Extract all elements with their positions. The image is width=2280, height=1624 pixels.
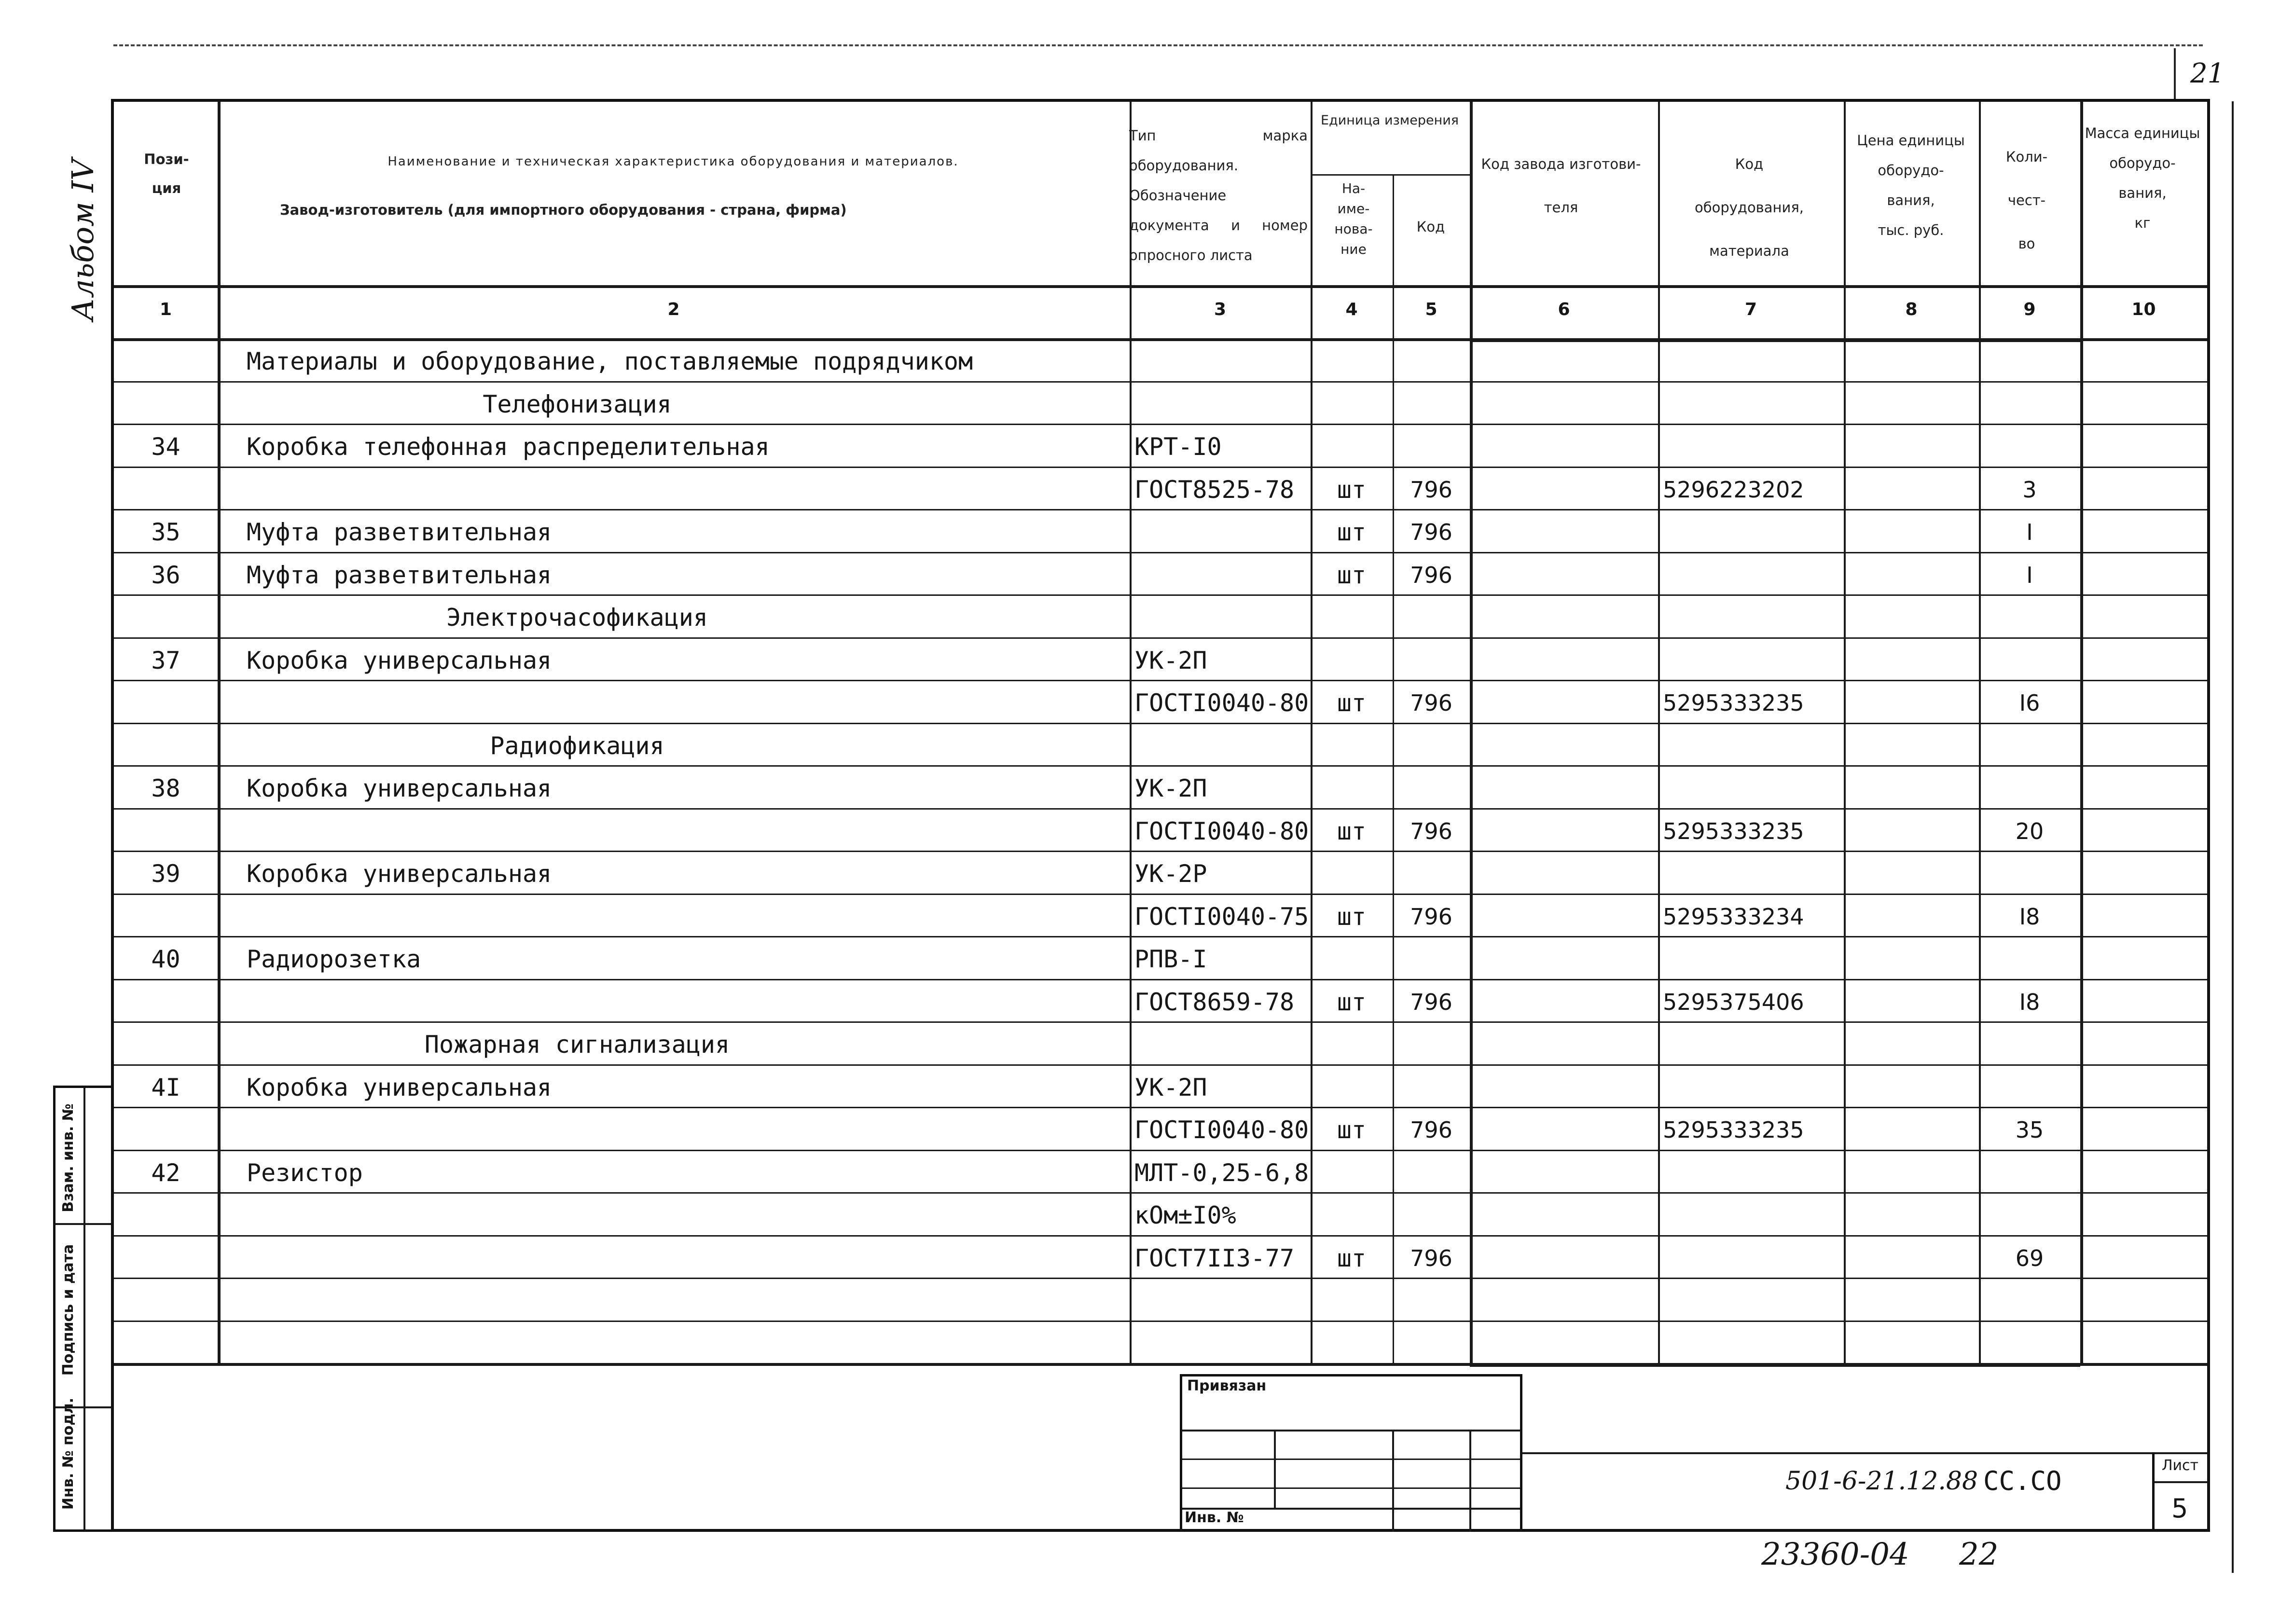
cell-mat: 5296223202 [1663, 476, 1804, 503]
cell-type: УК-2П [1134, 646, 1207, 674]
cell-mat: 5295333235 [1663, 690, 1804, 716]
row-line [114, 424, 2207, 425]
col-divider [1470, 102, 1473, 1363]
cell-code: 796 [1410, 562, 1452, 588]
cell-type: ГОСТI0040-75 [1134, 902, 1309, 931]
hdr-mass: Масса единицы оборудо- вания, кг [2085, 125, 2200, 231]
row-line [114, 1107, 2207, 1108]
col-number: 4 [1345, 300, 1358, 319]
row-line [114, 808, 2207, 810]
cell-name: Резистор [247, 1158, 363, 1187]
cell-qty: 35 [2015, 1117, 2044, 1143]
right-edge-line [2232, 101, 2234, 1573]
cell-pos: 38 [151, 774, 180, 802]
cell-type: МЛТ-0,25-6,8 [1134, 1158, 1309, 1187]
row-line [114, 1064, 2207, 1066]
col-number: 6 [1558, 300, 1570, 319]
col-divider [1844, 102, 1846, 1363]
cell-unit: шт [1337, 817, 1367, 845]
cell-unit: шт [1337, 1116, 1367, 1144]
side-label-sign: Подпись и дата [60, 1244, 77, 1376]
row-line [114, 552, 2207, 553]
row-line [114, 680, 2207, 681]
cell-unit: шт [1337, 988, 1367, 1016]
row-line [114, 1278, 2207, 1279]
cell-pos: 39 [151, 860, 180, 888]
unit-subheader-line [1311, 174, 1470, 176]
hdr-pos: Пози- ция [144, 151, 189, 196]
cell-unit: шт [1337, 902, 1367, 931]
cell-pos: 37 [151, 646, 180, 674]
cell-name: Радиорозетка [247, 945, 421, 973]
col-number: 5 [1425, 300, 1437, 319]
cell-type: ГОСТ7II3-77 [1134, 1244, 1295, 1272]
cell-code: 796 [1410, 818, 1452, 844]
cell-qty: 3 [2022, 476, 2037, 503]
cell-type: КРТ-I0 [1134, 433, 1222, 461]
cell-name: Коробка универсальная [247, 646, 552, 674]
col-number: 2 [667, 300, 680, 319]
cell-name: Пожарная сигнализация [424, 1031, 730, 1059]
col-number: 3 [1214, 300, 1227, 319]
col-number: 10 [2131, 300, 2156, 319]
stamp-block [1180, 1374, 1522, 1532]
col-number: 8 [1905, 300, 1918, 319]
corner-number-box [2174, 48, 2234, 101]
cell-qty: 20 [2015, 818, 2044, 844]
cell-qty: I6 [2019, 690, 2040, 716]
cell-name: Муфта разветвительная [247, 518, 552, 546]
cell-pos: 42 [151, 1158, 180, 1187]
cell-code: 796 [1410, 1245, 1452, 1271]
cell-type: ГОСТ8525-78 [1134, 475, 1295, 504]
cell-unit: шт [1337, 561, 1367, 589]
row-line [114, 594, 2207, 596]
row-line [114, 979, 2207, 980]
cell-type: УК-2П [1134, 774, 1207, 802]
cell-pos: 40 [151, 945, 180, 973]
header-bottom-line [114, 285, 2207, 288]
cell-name: Материалы и оборудование, поставляемые подрядчиком [247, 347, 973, 375]
row-line [114, 765, 2207, 767]
cell-code: 796 [1410, 519, 1452, 545]
cell-code: 796 [1410, 989, 1452, 1015]
cell-mat: 5295375406 [1663, 989, 1804, 1015]
hdr-name-line2: Завод-изготовитель (для импортного оборудования - страна, фирма) [280, 202, 847, 218]
col-divider [1979, 102, 1981, 1363]
cell-code: 796 [1410, 1117, 1452, 1143]
row-line [114, 1021, 2207, 1023]
cell-unit: шт [1337, 689, 1367, 717]
cell-pos: 35 [151, 518, 180, 546]
cell-code: 796 [1410, 476, 1452, 503]
cell-type: ГОСТI0040-80 [1134, 817, 1309, 845]
doc-code: 501-6-21.12.88 [1785, 1467, 1978, 1496]
doc-suffix: СС.СО [1983, 1466, 2062, 1496]
row-line [114, 723, 2207, 724]
bold-box-bottom [1470, 1363, 2080, 1367]
cell-name: Коробка телефонная распределительная [247, 433, 770, 461]
row-line [114, 381, 2207, 383]
row-line [114, 1235, 2207, 1237]
bottom-number: 23360-04 [1761, 1537, 1909, 1572]
side-label-inv: Инв. № подл. [60, 1397, 77, 1510]
row-line [114, 637, 2207, 639]
cell-qty: I [2026, 519, 2033, 545]
hdr-type: Тип марка оборудования. Обозначение документа и номер опросного листа [1129, 127, 1308, 263]
cell-mat: 5295333235 [1663, 1117, 1804, 1143]
row-line [114, 1321, 2207, 1322]
cell-code: 796 [1410, 903, 1452, 930]
corner-number: 21 [2190, 58, 2225, 89]
col-number: 9 [2023, 300, 2036, 319]
cell-unit: шт [1337, 475, 1367, 504]
row-line [114, 1150, 2207, 1151]
cell-type: УК-2Р [1134, 860, 1207, 888]
spec-table [114, 102, 2207, 1363]
cell-qty: I8 [2019, 903, 2040, 930]
hdr-name-line1: Наименование и техническая характеристика оборудования и материалов. [387, 154, 959, 169]
stamp-privyazan: Привязан [1187, 1377, 1267, 1394]
row-line [114, 851, 2207, 852]
cell-type: РПВ-I [1134, 945, 1207, 973]
row-line [114, 894, 2207, 895]
hdr-material-code: Код оборудования, материала [1694, 156, 1804, 259]
cell-type: ГОСТI0040-80 [1134, 689, 1309, 717]
cell-type: УК-2П [1134, 1073, 1207, 1101]
col-number: 7 [1744, 300, 1757, 319]
album-mark: Альбом IV [65, 159, 100, 321]
row-line [114, 1192, 2207, 1194]
side-label-vzam: Взам. инв. № [60, 1103, 77, 1212]
cell-name: Радиофикация [490, 731, 664, 760]
col-divider [1393, 174, 1394, 1363]
cell-name: Муфта разветвительная [247, 561, 552, 589]
hdr-factory-code: Код завода изготови- теля [1481, 156, 1641, 216]
bottom-page: 22 [1959, 1537, 1999, 1572]
cell-name: Коробка универсальная [247, 774, 552, 802]
cell-code: 796 [1410, 690, 1452, 716]
col-divider [1311, 102, 1313, 1363]
cell-unit: шт [1337, 518, 1367, 546]
cell-qty: I [2026, 562, 2033, 588]
top-rule [113, 44, 2203, 46]
cell-type: ГОСТI0040-80 [1134, 1116, 1309, 1144]
sheet-number: 5 [2171, 1493, 2188, 1524]
cell-mat: 5295333235 [1663, 818, 1804, 844]
cell-qty: I8 [2019, 989, 2040, 1015]
col-divider [2080, 102, 2083, 1363]
cell-pos: 4I [151, 1073, 180, 1101]
row-line [114, 467, 2207, 468]
cell-name: Электрочасофикация [446, 604, 708, 632]
cell-pos: 36 [151, 561, 180, 589]
stamp-baseline [1522, 1452, 2208, 1454]
col-divider [1658, 102, 1660, 1363]
row-line [114, 936, 2207, 937]
hdr-qty: Коли- чест- во [2005, 149, 2048, 252]
sheet-label: Лист [2162, 1457, 2199, 1474]
cell-qty: 69 [2015, 1245, 2044, 1271]
cell-name: Коробка универсальная [247, 860, 552, 888]
cell-pos: 34 [151, 433, 180, 461]
col-number: 1 [159, 300, 172, 319]
hdr-price: Цена единицы оборудо- вания, тыс. руб. [1857, 132, 1965, 238]
hdr-unit: Единица измерения [1320, 113, 1459, 128]
cell-name: Телефонизация [483, 390, 672, 418]
cell-type: ГОСТ8659-78 [1134, 988, 1295, 1016]
row-line [114, 509, 2207, 510]
cell-name: Коробка универсальная [247, 1073, 552, 1101]
cell-unit: шт [1337, 1244, 1367, 1272]
bold-box-top [1470, 338, 2080, 342]
col-divider [1130, 102, 1132, 1363]
cell-mat: 5295333234 [1663, 903, 1804, 930]
hdr-unit-name: На- име- нова- ние [1334, 180, 1373, 257]
cell-type: кОм±I0% [1134, 1201, 1236, 1229]
stamp-inv-no: Инв. № [1185, 1509, 1244, 1526]
hdr-unit-code: Код [1416, 219, 1445, 235]
